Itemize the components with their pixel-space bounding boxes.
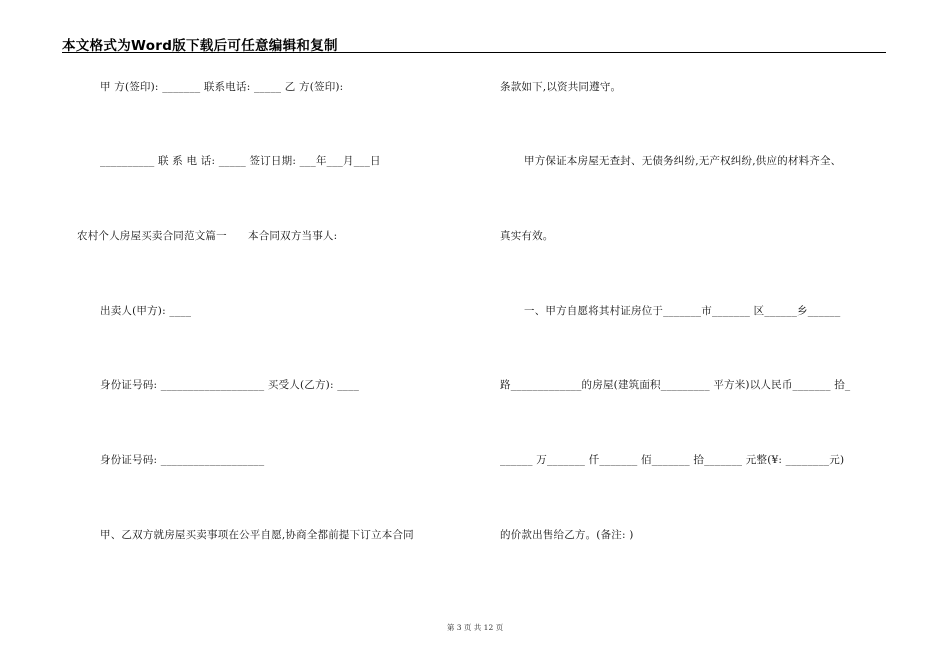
right-line-amount: ______ 万_______ 仟_______ 佰_______ 拾_______ 元整(¥: ________元) <box>500 454 845 466</box>
left-line-buyer-id: 身份证号码: ___________________ <box>100 454 265 466</box>
right-line-valid: 真实有效。 <box>500 230 554 242</box>
left-line-seller: 出卖人(甲方): ____ <box>100 305 192 317</box>
left-line-id-buyer: 身份证号码: ___________________ 买受人(乙方): ____ <box>100 379 360 391</box>
right-line-sale-price: 的价款出售给乙方。(备注: ) <box>500 529 634 541</box>
left-line-signature-parties: 甲 方(签印): _______ 联系电话: _____ 乙 方(签印): <box>100 81 344 93</box>
left-line-agreement-intro: 甲、乙双方就房屋买卖事项在公平自愿,协商全都前提下订立本合同 <box>100 529 414 541</box>
header-divider <box>62 52 886 53</box>
right-line-property-area: 路_____________的房屋(建筑面积_________ 平方米)以人民币_______ 拾_ <box>500 379 851 391</box>
left-line-contact-date: __________ 联 系 电 话: _____ 签订日期: ___年___月___日 <box>100 155 381 167</box>
document-header-title: 本文格式为Word版下载后可任意编辑和复制 <box>62 38 338 54</box>
page-number-footer: 第 3 页 共 12 页 <box>446 623 504 632</box>
right-line-clause-one: 一、甲方自愿将其村证房位于_______市_______ 区______乡______ <box>524 305 841 317</box>
right-line-terms: 条款如下,以资共同遵守。 <box>500 81 622 93</box>
right-line-guarantee: 甲方保证本房屋无查封、无债务纠纷,无产权纠纷,供应的材料齐全、 <box>524 155 842 167</box>
left-line-contract-title: 农村个人房屋买卖合同范文篇一 本合同双方当事人: <box>77 230 338 242</box>
